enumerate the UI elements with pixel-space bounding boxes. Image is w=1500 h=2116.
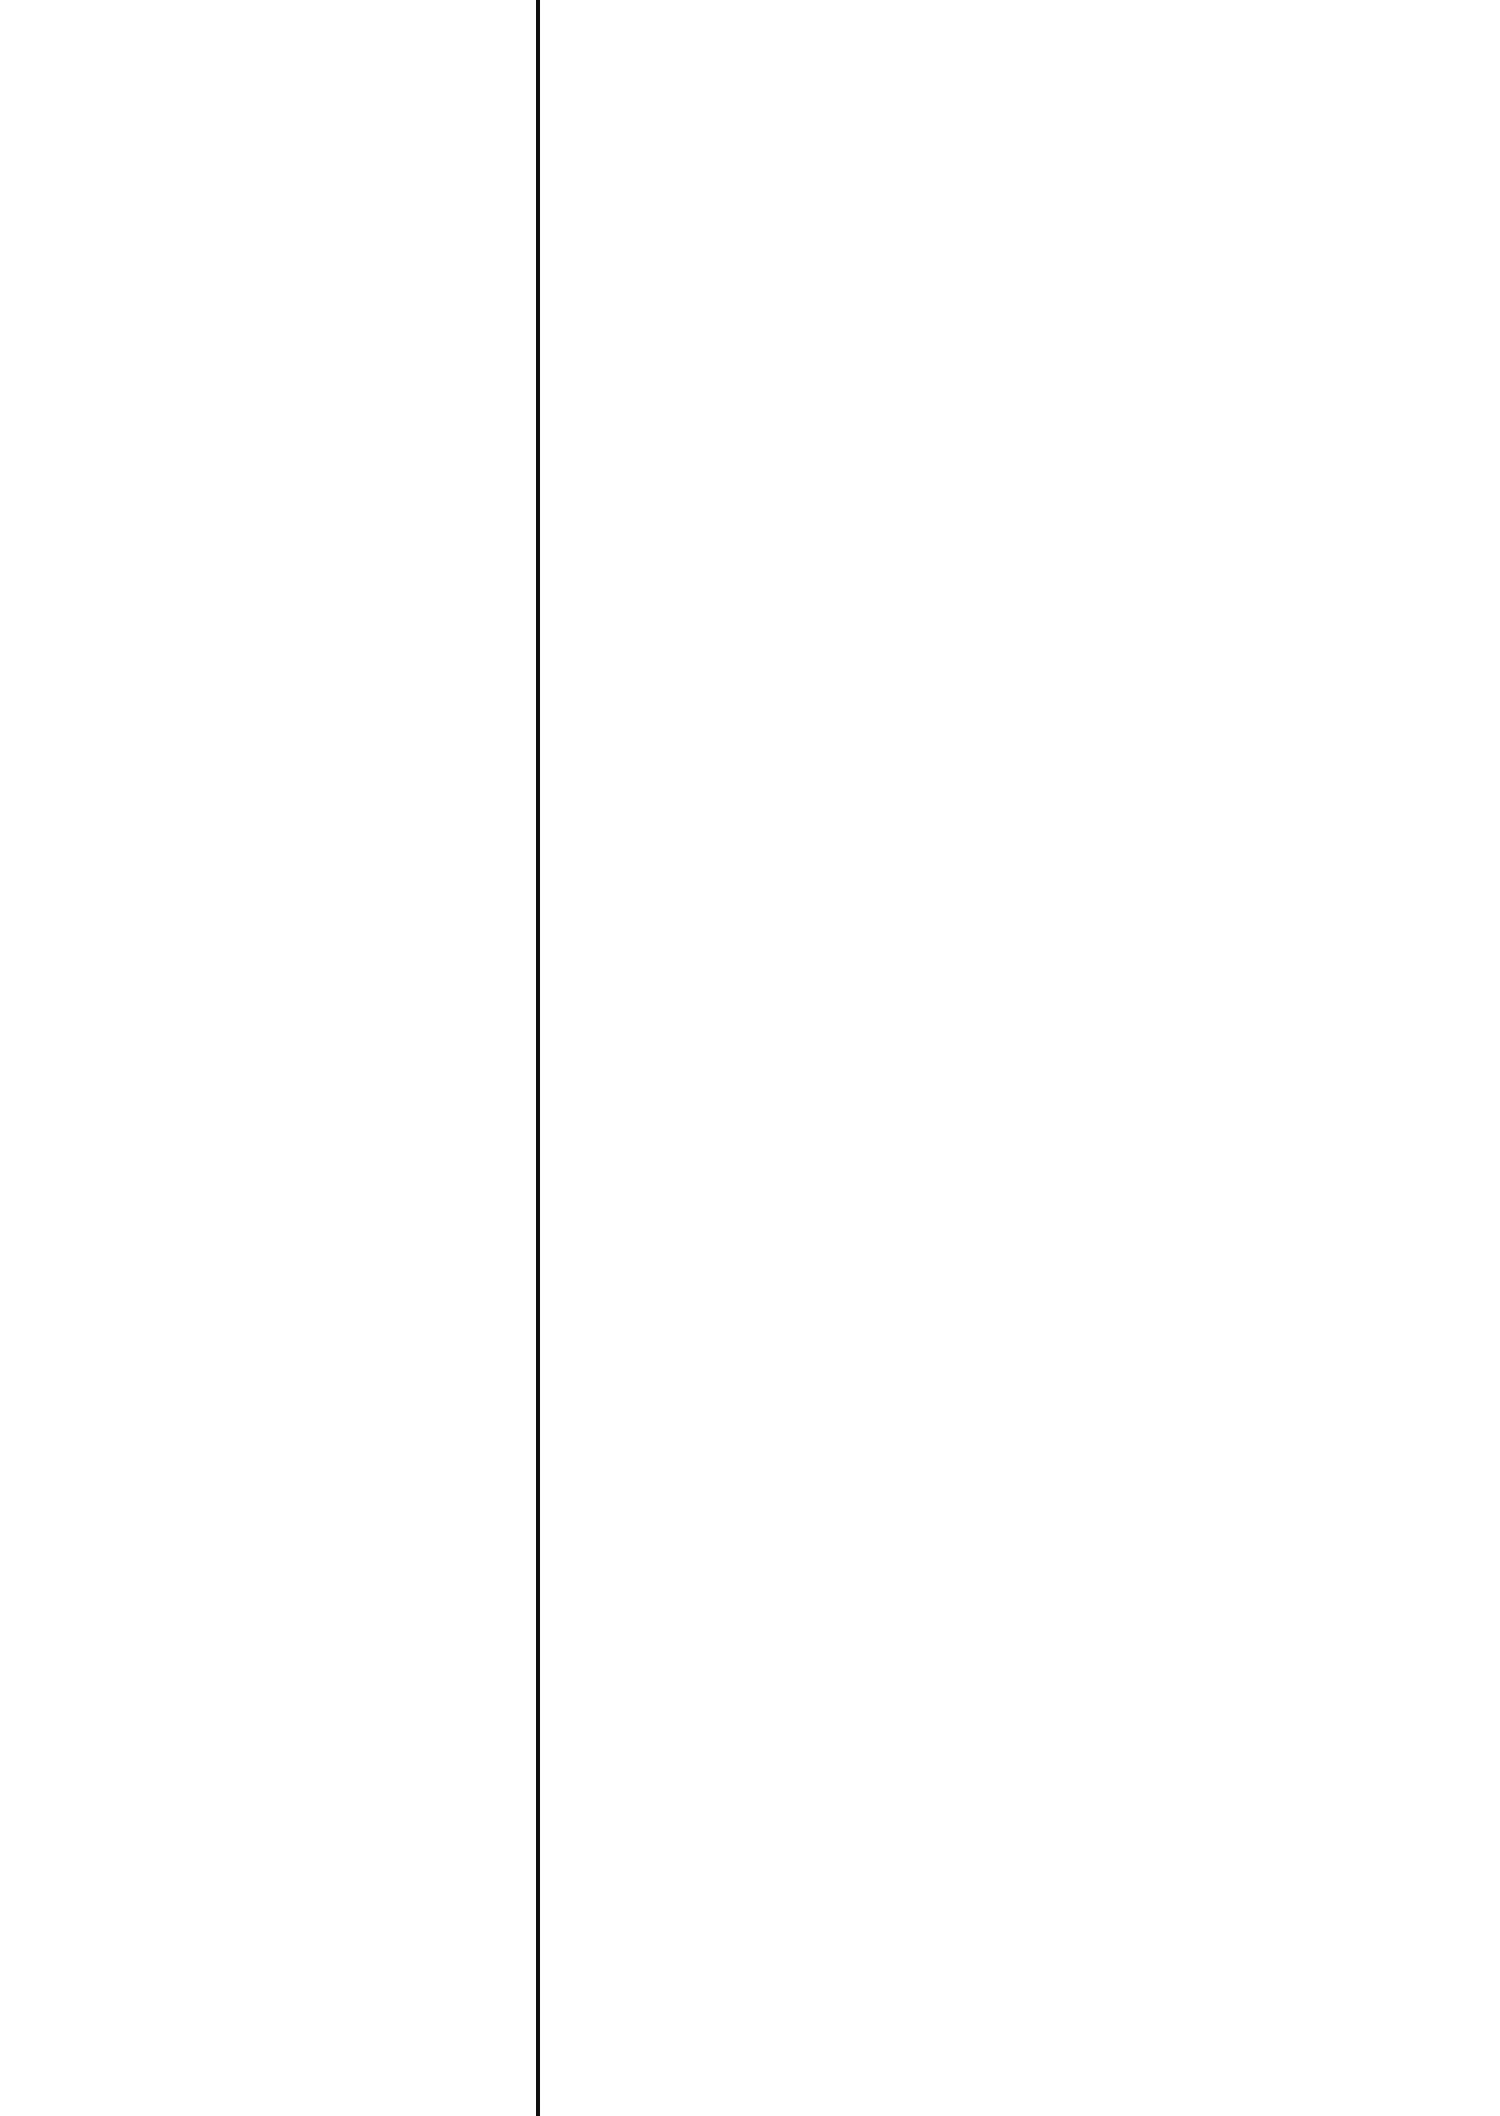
column-divider	[536, 0, 540, 2116]
